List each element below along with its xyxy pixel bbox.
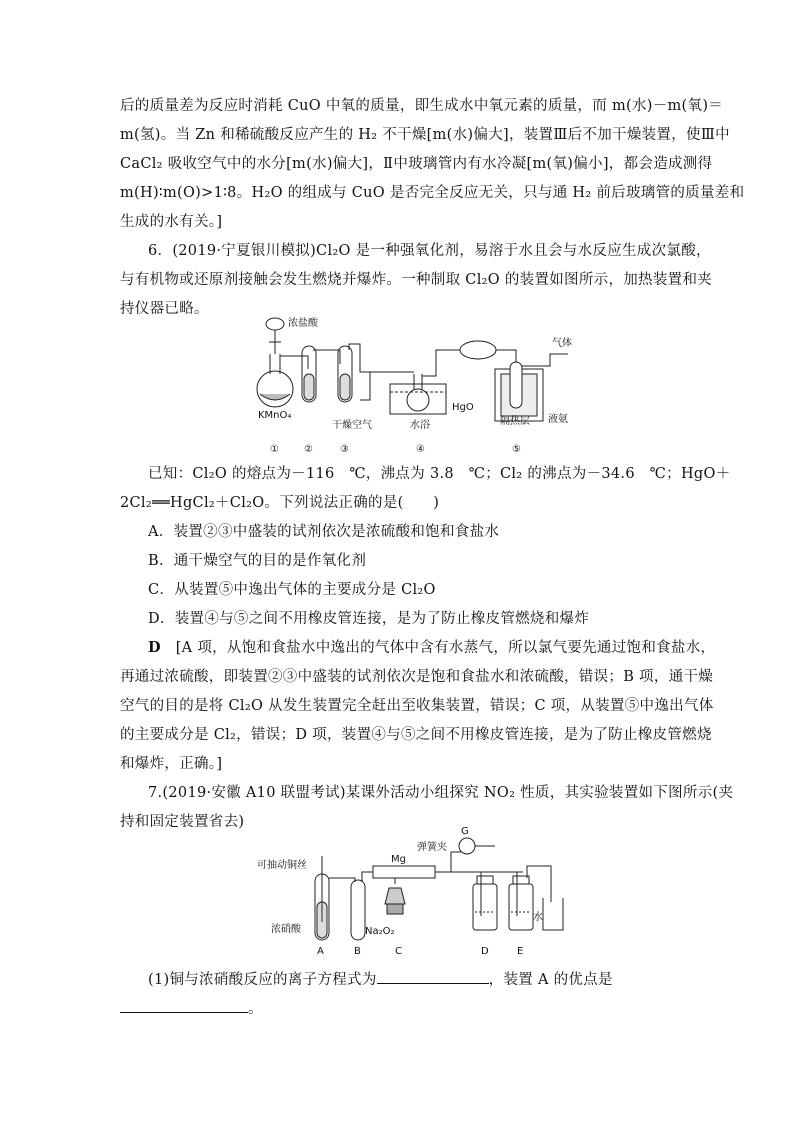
answer-explanation: [A 项，从饱和食盐水中逸出的气体中含有水蒸气，所以氯气要先通过饱和食盐水， xyxy=(175,640,716,656)
text-line: 和爆炸，正确。] xyxy=(120,756,223,772)
apparatus-number: ② xyxy=(304,444,313,455)
apparatus-letter: E xyxy=(517,946,524,957)
end-mark: 。 xyxy=(248,1001,263,1017)
apparatus-letter: C xyxy=(395,946,402,957)
apparatus-figure-no2 xyxy=(255,822,565,958)
answer-letter: D xyxy=(148,639,161,656)
answer-blank[interactable] xyxy=(120,998,248,1013)
text-line: 的主要成分是 Cl₂，错误；D 项，装置④与⑤之间不用橡皮管连接，是为了防止橡皮管燃烧 xyxy=(120,727,712,743)
text-line: m(H)∶m(O)>1∶8。H₂O 的组成与 CuO 是否完全反应无关，只与通 H₂ 前后玻璃管的质量差和 xyxy=(120,185,745,201)
label-insulation: 隔热层 xyxy=(500,416,530,427)
text-line: 再通过浓硫酸，即装置②③中盛装的试剂依次是饱和食盐水和浓硫酸，错误；B 项，通干燥 xyxy=(120,669,714,685)
label-hgo: HgO xyxy=(452,402,474,413)
option-a: A．装置②③中盛装的试剂依次是浓硫酸和饱和食盐水 xyxy=(148,524,500,540)
label-kmno4: KMnO₄ xyxy=(258,410,292,421)
option-b: B．通干燥空气的目的是作氧化剂 xyxy=(148,553,367,569)
text-line: CaCl₂ 吸收空气中的水分[m(水)偏大]，Ⅱ中玻璃管内有水冷凝[m(氧)偏小]，都会造成测得 xyxy=(120,156,713,172)
apparatus-number: ④ xyxy=(416,444,425,455)
text-line: 与有机物或还原剂接触会发生燃烧并爆炸。一种制取 Cl₂O 的装置如图所示，加热装置和夹 xyxy=(120,272,713,288)
label-copper-wire: 可抽动铜丝 xyxy=(257,860,307,871)
part-1-prompt: (1)铜与浓硝酸反应的离子方程式为 xyxy=(148,972,377,988)
question-7-part-1-cont xyxy=(120,998,680,1019)
text-line: 后的质量差为反应时消耗 CuO 中氧的质量，即生成水中氧元素的质量，而 m(水)－m(氧)＝ xyxy=(120,98,724,114)
question-7-part-1 xyxy=(148,969,708,990)
apparatus-letter: A xyxy=(317,946,324,957)
apparatus-letter: B xyxy=(354,946,361,957)
question-6-stem: 6．(2019·宁夏银川模拟)Cl₂O 是一种强氧化剂，易溶于水且会与水反应生成次氯酸， xyxy=(148,243,711,259)
apparatus-number: ⑤ xyxy=(512,444,521,455)
label-dry-air: 干燥空气 xyxy=(332,420,372,431)
label-mg: Mg xyxy=(391,854,406,865)
question-7-stem: 7.(2019·安徽 A10 联盟考试)某课外活动小组探究 NO₂ 性质，其实验装置如下图所示(夹 xyxy=(148,785,734,801)
text-line: 空气的目的是将 Cl₂O 从发生装置完全赶出至收集装置，错误；C 项，从装置⑤中逸出气体 xyxy=(120,698,714,714)
label-water-bath: 水浴 xyxy=(410,420,430,431)
apparatus-number: ① xyxy=(270,444,279,455)
label-spring-clip: 弹簧夹 xyxy=(417,842,447,853)
text-line: m(氢)。当 Zn 和稀硫酸反应产生的 H₂ 不干燥[m(水)偏大]，装置Ⅲ后不加干燥装置，使Ⅲ中 xyxy=(120,127,730,143)
text-line: 2Cl₂══HgCl₂＋Cl₂O。下列说法正确的是( ) xyxy=(120,495,440,511)
label-liquid-ammonia: 液氨 xyxy=(548,414,568,425)
part-1-prompt-cont: ，装置 A 的优点是 xyxy=(488,972,613,988)
apparatus-figure-cl2o xyxy=(250,314,580,459)
label-na2o2: Na₂O₂ xyxy=(365,926,395,937)
label-g: G xyxy=(461,826,469,837)
text-line: 持和固定装置省去) xyxy=(120,814,245,830)
apparatus-letter: D xyxy=(481,946,489,957)
label-conc-nitric-acid: 浓硝酸 xyxy=(271,924,301,935)
known-conditions: 已知：Cl₂O 的熔点为－116 ℃，沸点为 3.8 ℃；Cl₂ 的沸点为－34.6 ℃；HgO＋ xyxy=(148,466,731,482)
answer-line xyxy=(148,638,716,658)
text-line: 持仪器已略。 xyxy=(120,301,209,317)
label-conc-hcl: 浓盐酸 xyxy=(288,318,318,329)
text-line: 生成的水有关。] xyxy=(120,214,223,230)
label-water: 水 xyxy=(533,912,543,923)
option-d: D．装置④与⑤之间不用橡皮管连接，是为了防止橡皮管燃烧和爆炸 xyxy=(148,611,590,627)
answer-blank[interactable] xyxy=(377,969,489,984)
label-gas: 气体 xyxy=(552,338,572,349)
apparatus-number: ③ xyxy=(340,444,349,455)
option-c: C．从装置⑤中逸出气体的主要成分是 Cl₂O xyxy=(148,582,436,598)
